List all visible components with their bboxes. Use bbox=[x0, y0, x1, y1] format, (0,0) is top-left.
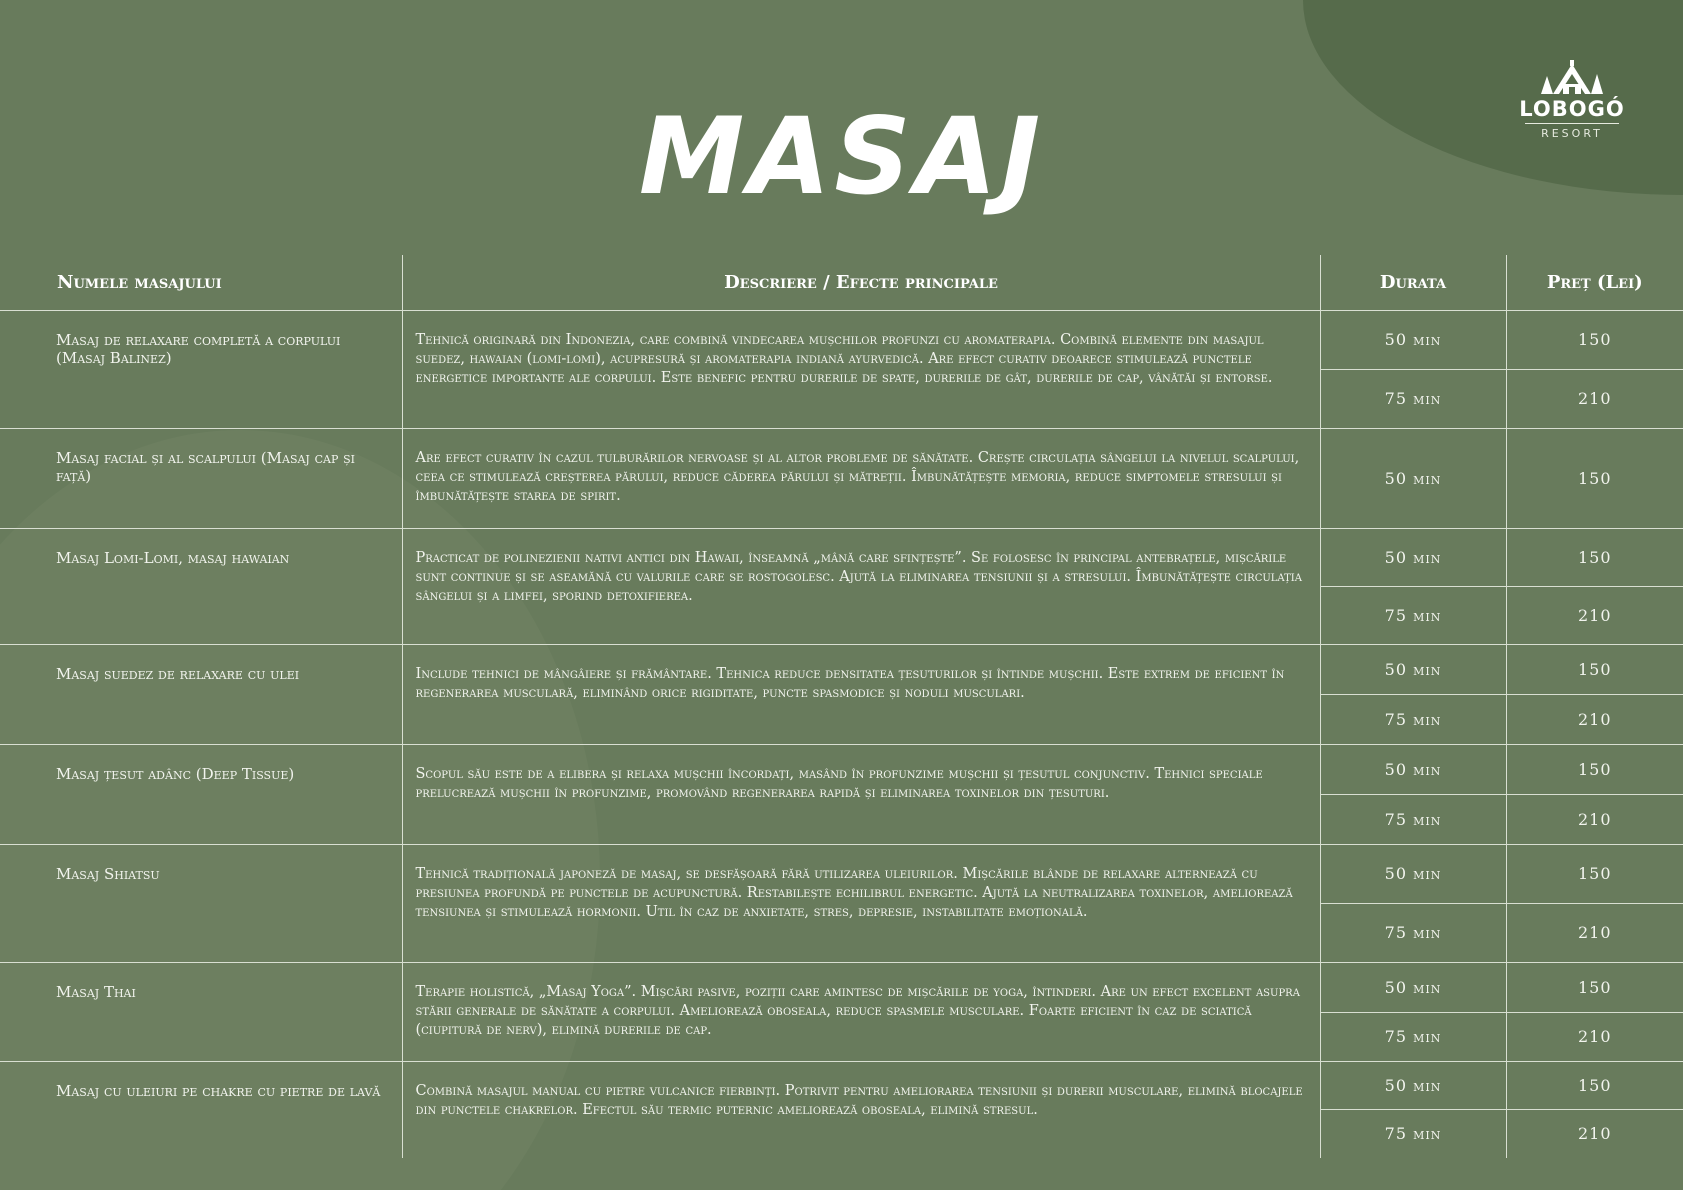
duration-cell: 75 min bbox=[1320, 1109, 1506, 1158]
massage-price-table bbox=[0, 255, 1683, 1158]
header-duration: Durata bbox=[1320, 255, 1506, 310]
brand-subtitle: RESORT bbox=[1541, 127, 1603, 140]
table-row bbox=[0, 1061, 1683, 1109]
massage-description: Combină masajul manual cu pietre vulcanice fierbinți. Potrivit pentru ameliorarea tensiunii și durerii musculare, elimină blocajele din punctele chakrelor. Efectul său termic puternic ameliorează oboseala, elimină stresul. bbox=[402, 1061, 1320, 1158]
header-name: Numele masajului bbox=[57, 271, 222, 293]
massage-description: Terapie holistică, „Masaj Yoga”. Mișcări pasive, poziții care amintesc de mișcările de yoga, întinderi. Are un efect excelent asupra stării generale de sănătate a corpului. Ameliorează oboseala, reduce spasmele musculare. Foarte eficient în caz de sciatică (ciupitură de nerv), elimină durerile de cap. bbox=[402, 962, 1320, 1061]
massage-name: Masaj de relaxare completă a corpului (Masaj Balinez) bbox=[0, 310, 402, 428]
duration-cell: 50 min bbox=[1320, 962, 1506, 1012]
duration-cell: 75 min bbox=[1320, 369, 1506, 428]
duration-cell: 50 min bbox=[1320, 844, 1506, 903]
duration-cell: 75 min bbox=[1320, 1012, 1506, 1061]
header-price: Preț (Lei) bbox=[1506, 255, 1683, 310]
price-cell: 150 bbox=[1506, 744, 1683, 794]
price-cell: 150 bbox=[1506, 962, 1683, 1012]
massage-description: Scopul său este de a elibera și relaxa mușchii încordați, masând în profunzime mușchii și țesutul conjunctiv. Tehnici speciale prelucrează mușchii în profunzime, promovând regenerarea rapidă și eliminarea toxinelor din țesuturi. bbox=[402, 744, 1320, 844]
price-cell: 210 bbox=[1506, 1109, 1683, 1158]
table-row bbox=[0, 644, 1683, 694]
page-title: MASAJ bbox=[638, 95, 1045, 218]
price-cell: 210 bbox=[1506, 694, 1683, 744]
price-cell: 150 bbox=[1506, 528, 1683, 586]
duration-cell: 50 min bbox=[1320, 1061, 1506, 1109]
massage-name: Masaj suedez de relaxare cu ulei bbox=[0, 644, 402, 744]
price-cell: 210 bbox=[1506, 369, 1683, 428]
duration-cell: 50 min bbox=[1320, 644, 1506, 694]
duration-cell: 50 min bbox=[1320, 310, 1506, 369]
massage-name: Masaj Lomi-Lomi, masaj hawaian bbox=[0, 528, 402, 644]
price-cell: 150 bbox=[1506, 310, 1683, 369]
price-cell: 150 bbox=[1506, 844, 1683, 903]
duration-cell: 50 min bbox=[1320, 428, 1506, 528]
duration-cell: 75 min bbox=[1320, 794, 1506, 844]
massage-description: Include tehnici de mângâiere și frământare. Tehnica reduce densitatea țesuturilor și întinde mușchii. Este extrem de eficient în regenerarea musculară, eliminând orice rigiditate, puncte spasmodice și noduli musculari. bbox=[402, 644, 1320, 744]
massage-description: Tehnică tradițională japoneză de masaj, se desfășoară fără utilizarea uleiurilor. Mișcările blânde de relaxare alternează cu presiunea profundă pe punctele de acupunctură. Restabilește echilibrul energetic. Ajută la neutralizarea toxinelor, ameliorează tensiunea și stimulează hormonii. Util în caz de anxietate, stres, depresie, instabilitate emoțională. bbox=[402, 844, 1320, 962]
price-cell: 210 bbox=[1506, 794, 1683, 844]
massage-name: Masaj facial și al scalpului (Masaj cap și față) bbox=[0, 428, 402, 528]
duration-cell: 75 min bbox=[1320, 903, 1506, 962]
duration-cell: 50 min bbox=[1320, 528, 1506, 586]
massage-name: Masaj cu uleiuri pe chakre cu pietre de lavă bbox=[0, 1061, 402, 1158]
massage-name: Masaj Shiatsu bbox=[0, 844, 402, 962]
massage-description: Practicat de polinezienii nativi antici din Hawaii, înseamnă „mână care sfințește”. Se folosesc în principal antebrațele, mișcările sunt continue și se aseamănă cu valurile care se rostogolesc. Ajută la eliminarea tensiunii și a stresului. Îmbunătățește circulația sângelui și a limfei, sporind detoxifierea. bbox=[402, 528, 1320, 644]
table-row bbox=[0, 428, 1683, 528]
price-cell: 210 bbox=[1506, 903, 1683, 962]
massage-description: Are efect curativ în cazul tulburărilor nervoase și al altor probleme de sănătate. Crește circulația sângelui la nivelul scalpului, ceea ce stimulează creșterea părului, reduce căderea părului și mătreții. Îmbunătățește memoria, reduce simptomele stresului și îmbunătățește starea de spirit. bbox=[402, 428, 1320, 528]
header-description: Descriere / Efecte principale bbox=[402, 255, 1320, 310]
table-row bbox=[0, 962, 1683, 1012]
table-row bbox=[0, 528, 1683, 586]
table-header-row bbox=[0, 255, 1683, 310]
cabin-trees-icon bbox=[1533, 58, 1611, 98]
price-cell: 150 bbox=[1506, 428, 1683, 528]
price-cell: 150 bbox=[1506, 1061, 1683, 1109]
massage-description: Tehnică originară din Indonezia, care combină vindecarea mușchilor profunzi cu aromaterapia. Combină elemente din masajul suedez, hawaian (lomi-lomi), acupresură și aromaterapia indiană ayurvedică. Are efect curativ deoarece stimulează punctele energetice importante ale corpului. Este benefic pentru durerile de spate, durerile de gât, durerile de cap, vânătăi și entorse. bbox=[402, 310, 1320, 428]
table-row bbox=[0, 744, 1683, 794]
massage-name: Masaj Thai bbox=[0, 962, 402, 1061]
duration-cell: 75 min bbox=[1320, 694, 1506, 744]
table-row bbox=[0, 844, 1683, 903]
duration-cell: 75 min bbox=[1320, 586, 1506, 644]
price-cell: 210 bbox=[1506, 1012, 1683, 1061]
table-row bbox=[0, 310, 1683, 369]
duration-cell: 50 min bbox=[1320, 744, 1506, 794]
price-cell: 150 bbox=[1506, 644, 1683, 694]
massage-name: Masaj țesut adânc (Deep Tissue) bbox=[0, 744, 402, 844]
brand-name: LOBOGÓ bbox=[1519, 97, 1625, 121]
price-cell: 210 bbox=[1506, 586, 1683, 644]
